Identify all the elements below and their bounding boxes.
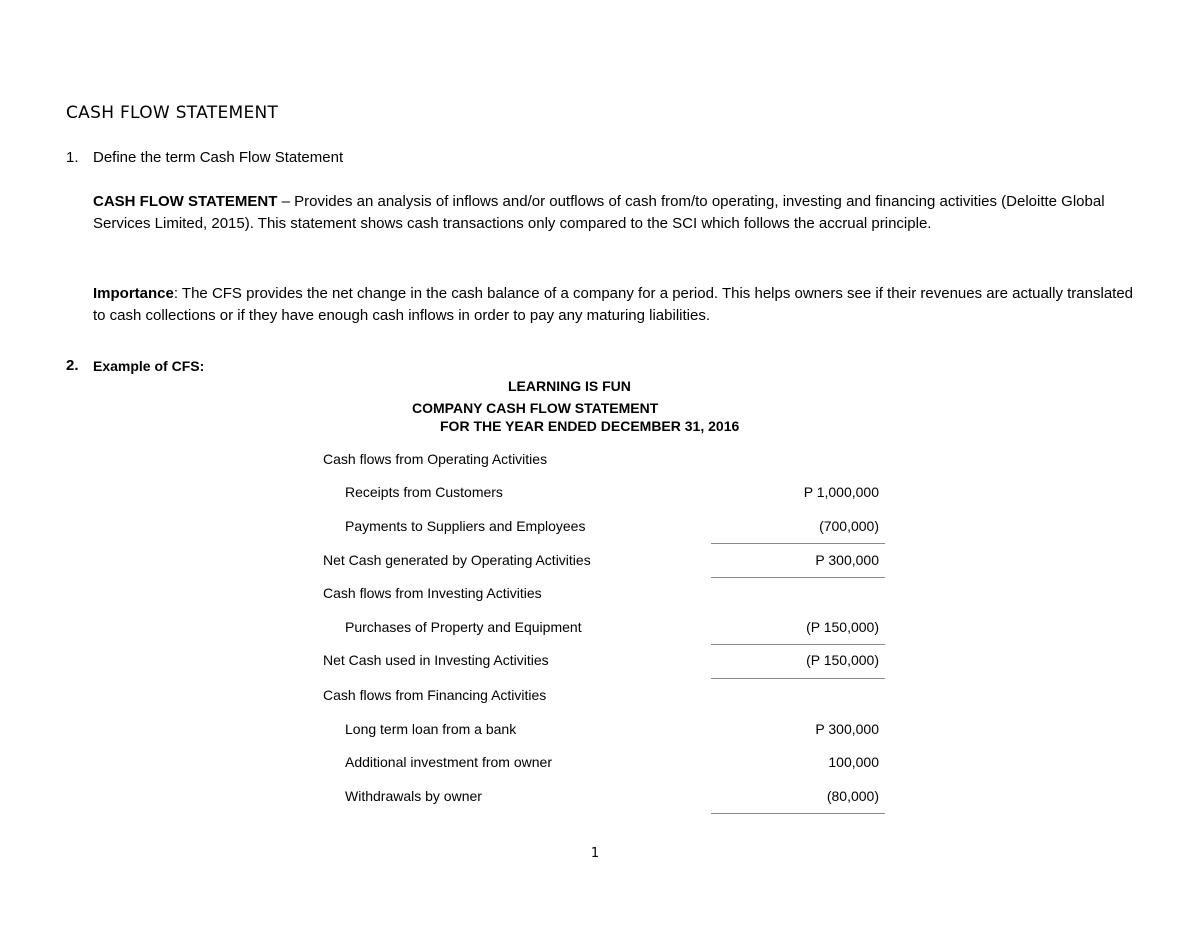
row-label: Payments to Suppliers and Employees [345,518,586,534]
list-number-2: 2. [66,357,79,374]
row-amount: (80,000) [826,788,879,804]
table-row [323,617,885,637]
definition-paragraph [93,191,1143,235]
row-label: Purchases of Property and Equipment [345,619,582,635]
row-label: Withdrawals by owner [345,788,482,804]
question-2-text: Example of CFS: [93,358,205,374]
importance-term: Importance [93,285,174,302]
table-row [323,719,885,739]
row-amount: P 300,000 [815,552,879,568]
question-1-text: Define the term Cash Flow Statement [93,149,344,166]
subtotal-rule [711,543,885,544]
subtotal-rule [711,813,885,814]
total-rule [711,577,885,578]
row-label: Receipts from Customers [345,484,503,500]
table-row [323,583,885,603]
row-label: Cash flows from Investing Activities [323,585,542,601]
list-number-1: 1. [66,149,79,166]
row-label: Net Cash used in Investing Activities [323,652,549,668]
table-row [323,752,885,772]
table-row [323,449,885,469]
importance-paragraph [93,283,1143,327]
table-row [323,650,885,670]
row-label: Net Cash generated by Operating Activities [323,552,591,568]
definition-body: – Provides an analysis of inflows and/or outflows of cash from/to operating, investing and financing activities (Deloitte Global Services Limited, 2015). This statement shows cash transactions only compared to the SCI which follows the accrual principle. [93,193,1105,232]
statement-company: LEARNING IS FUN [508,378,631,394]
statement-title: COMPANY CASH FLOW STATEMENT [412,400,659,416]
total-rule [711,678,885,679]
row-label: Cash flows from Financing Activities [323,687,547,703]
statement-period: FOR THE YEAR ENDED DECEMBER 31, 2016 [440,418,740,434]
importance-body: : The CFS provides the net change in the cash balance of a company for a period. This helps owners see if their revenues are actually translated to cash collections or if they have enough cash inflows in order to pay any maturing liabilities. [93,285,1134,324]
row-amount: 100,000 [828,754,879,770]
table-row [323,516,885,536]
table-row [323,685,885,705]
table-row [323,550,885,570]
page-number: 1 [590,846,600,861]
table-row [323,482,885,502]
row-label: Additional investment from owner [345,754,552,770]
row-label: Long term loan from a bank [345,721,517,737]
row-amount: (700,000) [819,518,879,534]
row-amount: (P 150,000) [806,619,879,635]
table-row [323,786,885,806]
definition-term: CASH FLOW STATEMENT [93,193,278,210]
row-amount: P 1,000,000 [803,484,879,500]
page-heading: CASH FLOW STATEMENT [66,103,279,123]
row-amount: P 300,000 [815,721,879,737]
subtotal-rule [711,644,885,645]
row-label: Cash flows from Operating Activities [323,451,548,467]
row-amount: (P 150,000) [806,652,879,668]
